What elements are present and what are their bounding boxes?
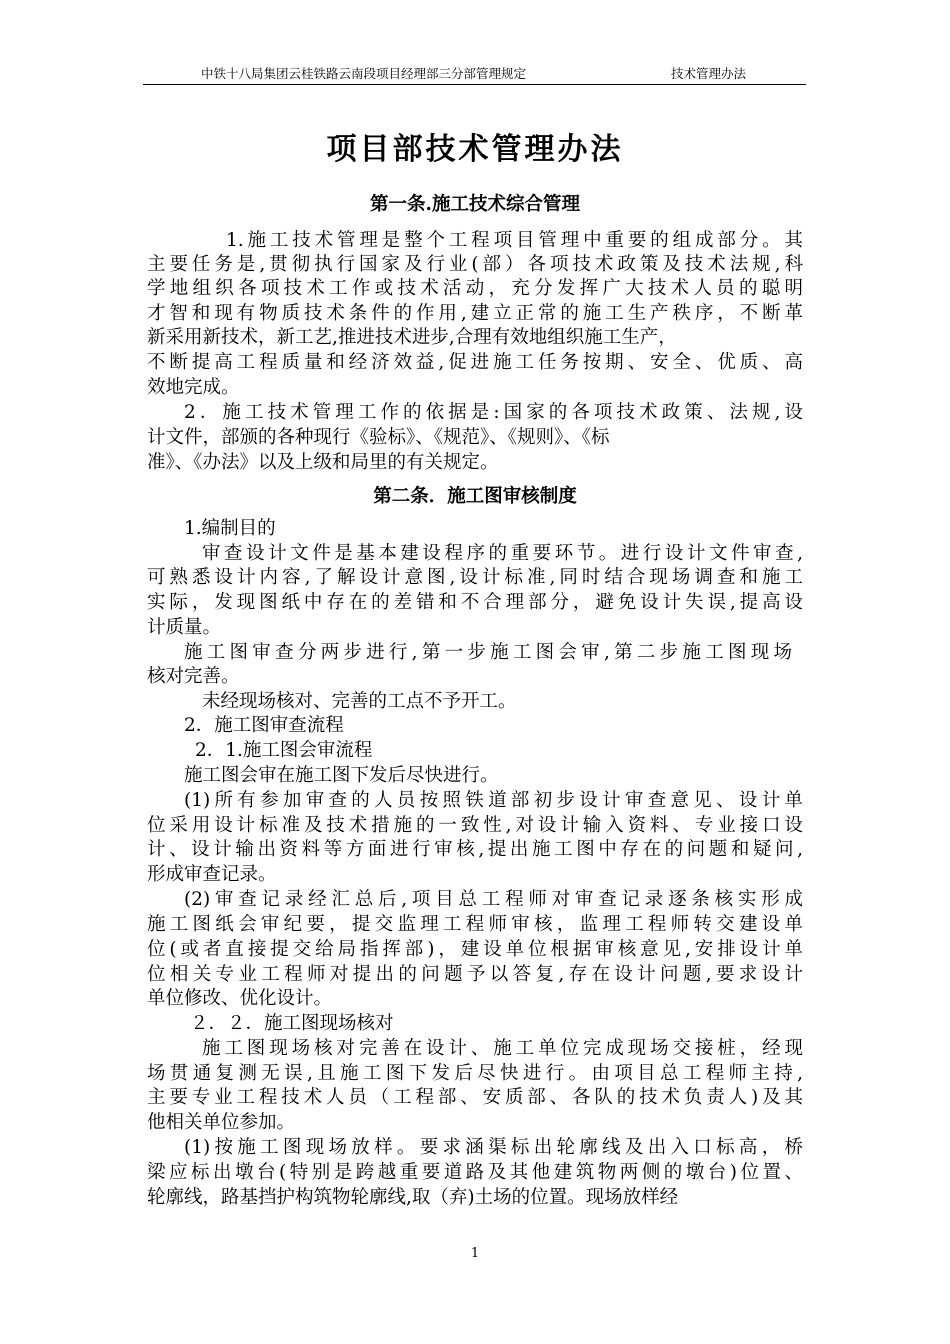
paragraph-line: 效地完成。 bbox=[147, 377, 240, 398]
section-heading-1: 第一条.施工技术综合管理 bbox=[370, 194, 580, 215]
header-doc-title: 中铁十八局集团云桂铁路云南段项目经理部三分部管理规定 bbox=[201, 66, 527, 81]
paragraph-line: 场贯通复测无误,且施工图下发后尽快进行。由项目总工程师主持, bbox=[147, 1063, 803, 1084]
paragraph-line: 施工图审查分两步进行,第一步施工图会审,第二步施工图现场 bbox=[184, 642, 792, 663]
paragraph-line: 审查设计文件是基本建设程序的重要环节。进行设计文件审查, bbox=[202, 543, 803, 564]
paragraph-line: (1)所有参加审查的人员按照铁道部初步设计审查意见、设计单 bbox=[184, 790, 803, 811]
paragraph-line: 1.施工技术管理是整个工程项目管理中重要的组成部分。其 bbox=[226, 230, 803, 251]
paragraph-line: 准》、《办法》以及上级和局里的有关规定。 bbox=[147, 452, 499, 473]
section-heading-2: 第二条．施工图审核制度 bbox=[373, 486, 577, 507]
paragraph-line: 不断提高工程质量和经济效益,促进施工任务按期、安全、优质、高 bbox=[147, 352, 803, 373]
subheading: 2．1.施工图会审流程 bbox=[195, 740, 373, 761]
running-header bbox=[143, 66, 806, 85]
paragraph-line: (1)按施工图现场放样。要求涵渠标出轮廓线及出入口标高，桥 bbox=[184, 1137, 803, 1158]
paragraph-line: (2)审查记录经汇总后,项目总工程师对审查记录逐条核实形成 bbox=[184, 889, 803, 910]
paragraph-line: 计质量。 bbox=[147, 617, 222, 638]
subheading: 1.编制目的 bbox=[184, 518, 276, 539]
paragraph-line: 主要专业工程技术人员（工程部、安质部、各队的技术负责人)及其 bbox=[147, 1087, 803, 1108]
paragraph-line: 施工图纸会审纪要，提交监理工程师审核，监理工程师转交建设单 bbox=[147, 914, 803, 935]
paragraph-line: 核对完善。 bbox=[147, 666, 240, 687]
paragraph-line: 实际，发现图纸中存在的差错和不合理部分，避免设计失误,提高设 bbox=[147, 592, 803, 613]
paragraph-line: 单位修改、优化设计。 bbox=[147, 988, 333, 1009]
paragraph-line: 施工图现场核对完善在设计、施工单位完成现场交接桩，经现 bbox=[202, 1038, 803, 1059]
page-title: 项目部技术管理办法 bbox=[326, 132, 624, 167]
paragraph-line: 学地组织各项技术工作或技术活动，充分发挥广大技术人员的聪明 bbox=[147, 278, 803, 299]
paragraph-line: 形成审查记录。 bbox=[147, 864, 277, 885]
paragraph-line: 位采用设计标准及技术措施的一致性,对设计输入资料、专业接口设 bbox=[147, 815, 803, 836]
paragraph-line: 计、设计输出资料等方面进行审核,提出施工图中存在的问题和疑问, bbox=[147, 839, 803, 860]
paragraph-line: 主要任务是,贯彻执行国家及行业(部）各项技术政策及技术法规,科 bbox=[147, 254, 803, 275]
paragraph-line: 位(或者直接提交给局指挥部)，建设单位根据审核意见,安排设计单 bbox=[147, 939, 803, 960]
paragraph-line: 施工图会审在施工图下发后尽快进行。 bbox=[184, 765, 499, 786]
paragraph-line: 位相关专业工程师对提出的问题予以答复,存在设计问题,要求设计 bbox=[147, 964, 803, 985]
paragraph-line: 未经现场核对、完善的工点不予开工。 bbox=[202, 691, 517, 712]
paragraph-line: 新采用新技术，新工艺,推进技术进步,合理有效地组织施工生产， bbox=[147, 327, 677, 348]
paragraph-line: 梁应标出墩台(特别是跨越重要道路及其他建筑物两侧的墩台)位置、 bbox=[147, 1162, 803, 1183]
page-number: 1 bbox=[470, 1246, 480, 1261]
paragraph-line: 轮廓线，路基挡护构筑物轮廓线,取（弃)土场的位置。现场放样经 bbox=[147, 1187, 679, 1208]
subheading: 2．施工图审查流程 bbox=[184, 715, 344, 736]
paragraph-line: 他相关单位参加。 bbox=[147, 1112, 296, 1133]
header-section-title: 技术管理办法 bbox=[671, 66, 747, 81]
paragraph-line: 才智和现有物质技术条件的作用,建立正常的施工生产秩序，不断革 bbox=[147, 303, 803, 324]
subheading: ２．２．施工图现场核对 bbox=[190, 1013, 394, 1034]
paragraph-line: 可熟悉设计内容,了解设计意图,设计标准,同时结合现场调查和施工 bbox=[147, 567, 803, 588]
paragraph-line: 2．施工技术管理工作的依据是:国家的各项技术政策、法规,设 bbox=[184, 402, 803, 423]
paragraph-line: 计文件，部颁的各种现行《验标》、《规范》、《规则》、《标 bbox=[147, 427, 610, 448]
